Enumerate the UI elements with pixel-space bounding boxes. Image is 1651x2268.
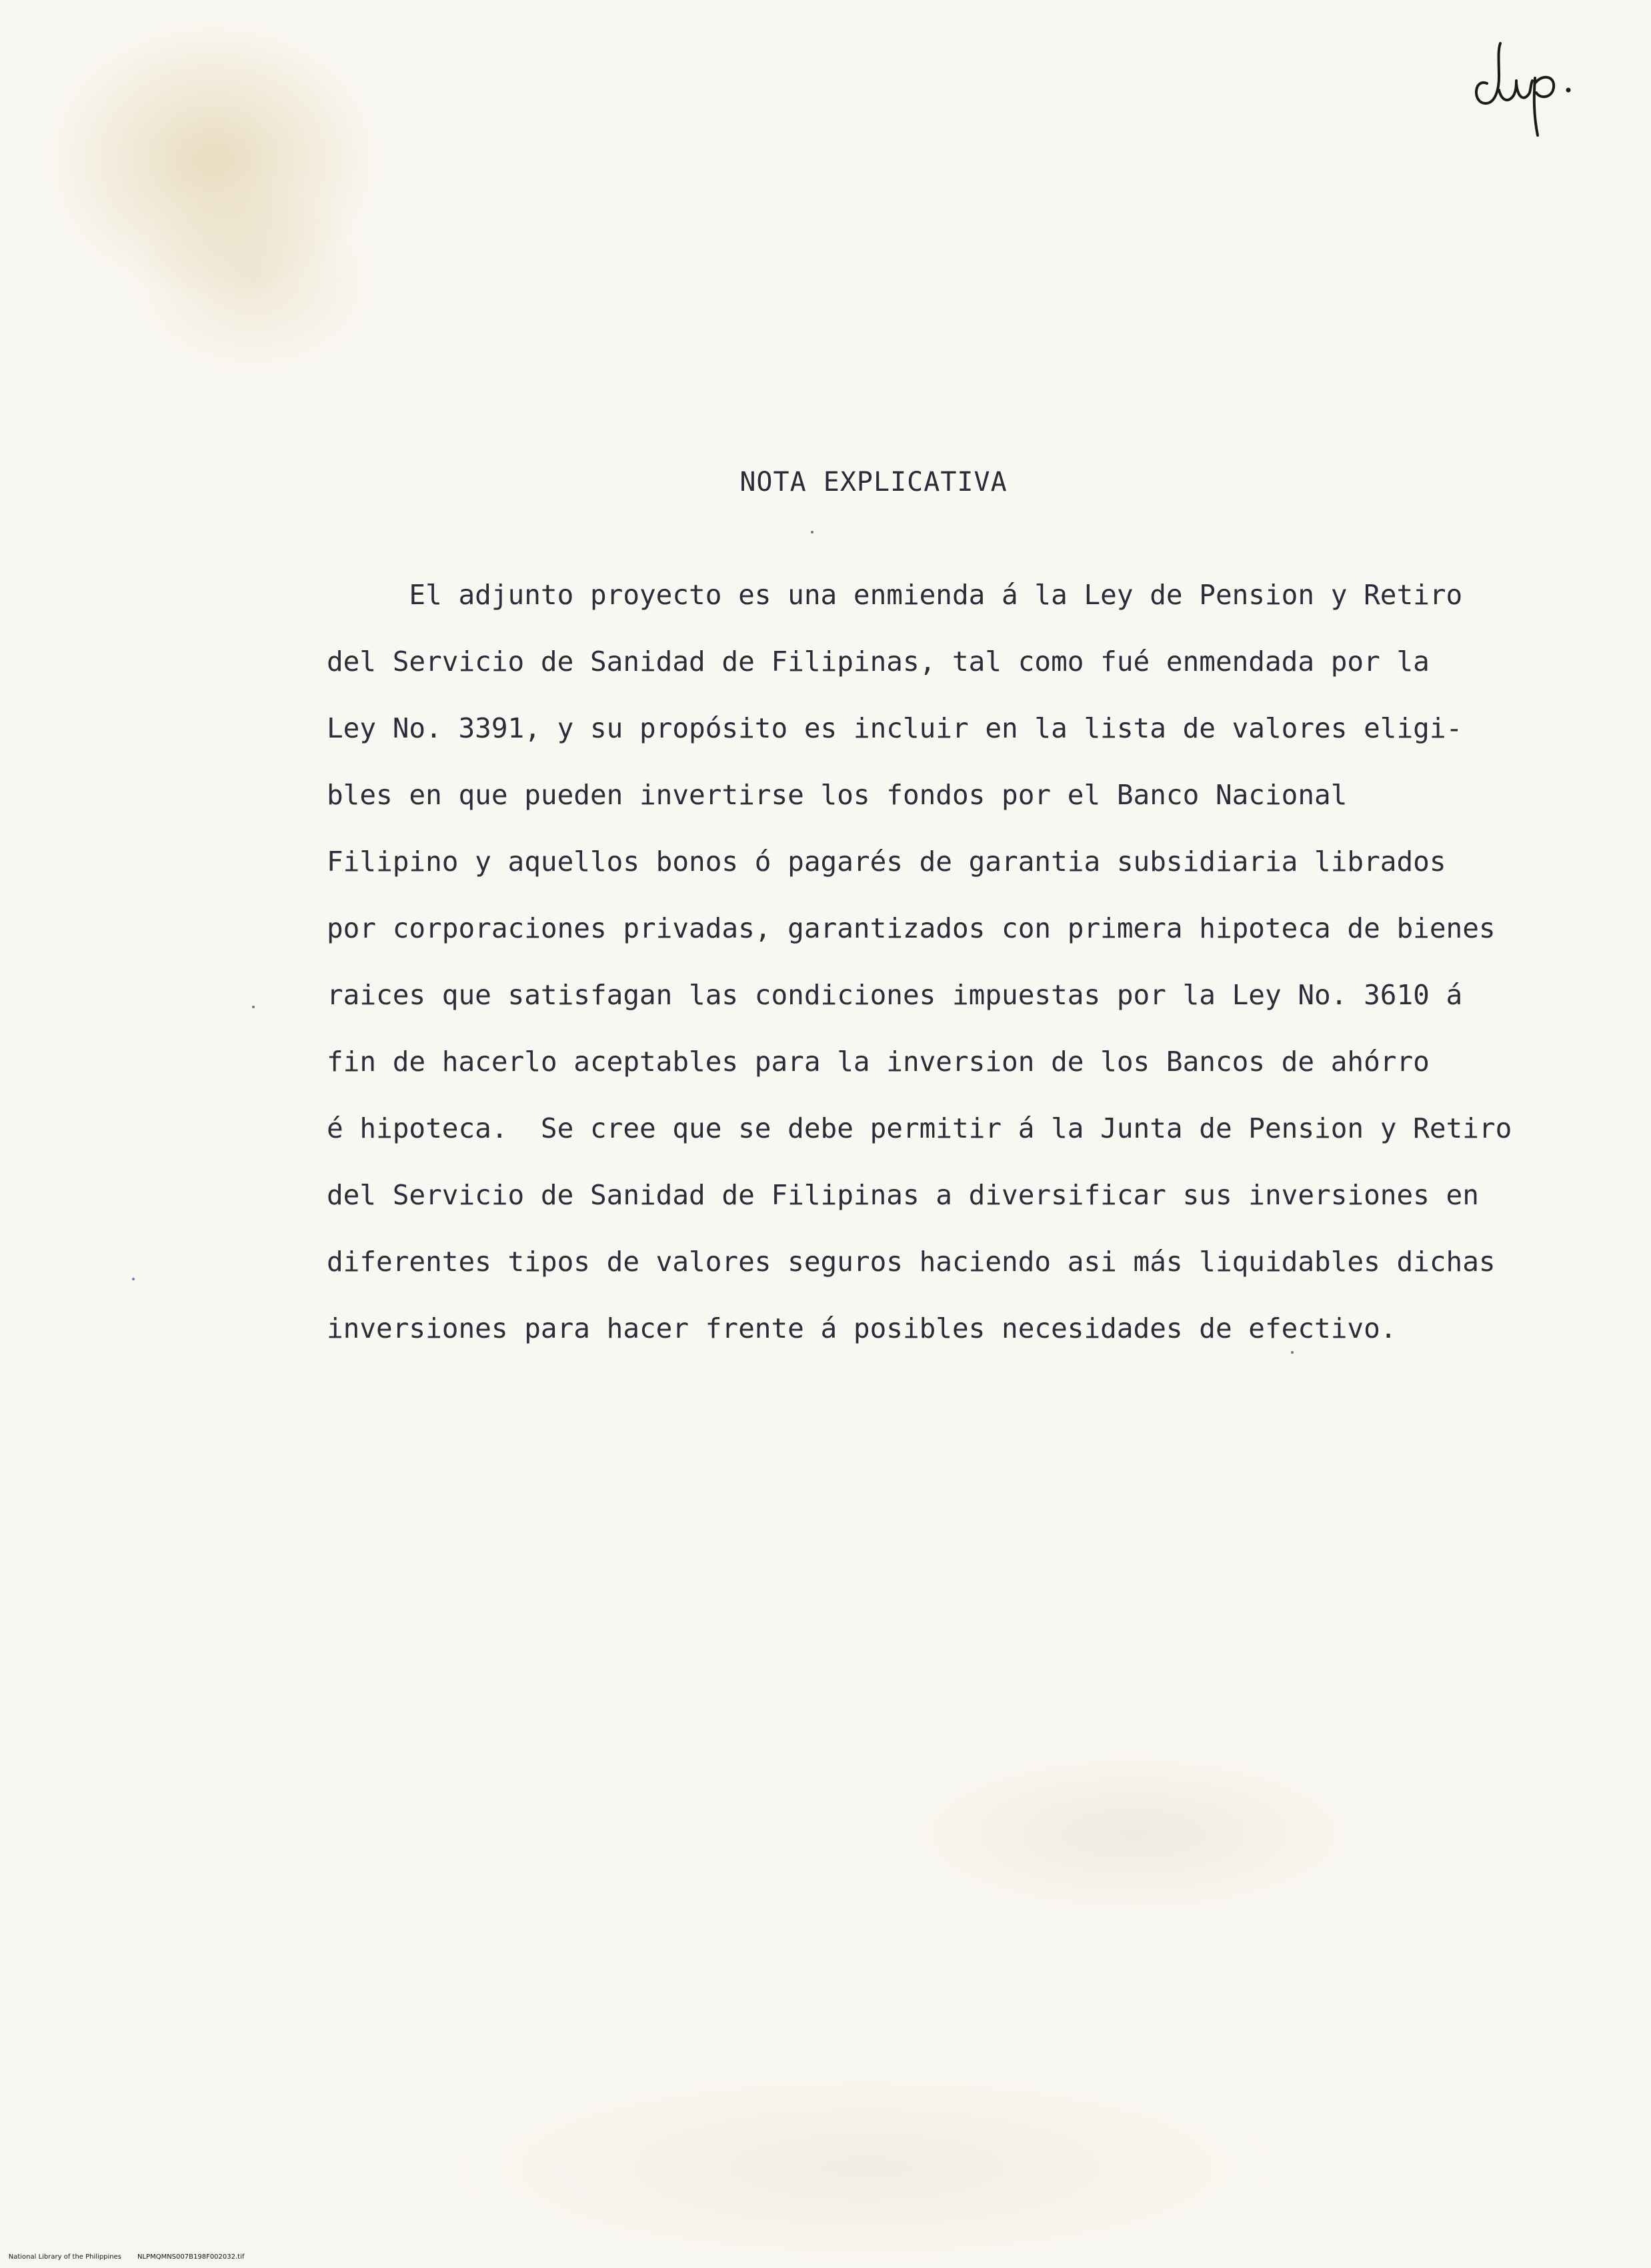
explanatory-note-body [327, 561, 1594, 1362]
text-line: El adjunto proyecto es una enmienda á la Ley de Pension y Retiro [327, 579, 1463, 611]
paper-speck [1291, 1351, 1294, 1354]
text-line: diferentes tipos de valores seguros haciendo asi más liquidables dichas [327, 1246, 1496, 1278]
text-line: del Servicio de Sanidad de Filipinas a diversificar sus inversiones en [327, 1179, 1479, 1211]
text-line: del Servicio de Sanidad de Filipinas, tal como fué enmendada por la [327, 646, 1430, 678]
paper-speck [252, 1006, 255, 1008]
text-line: bles en que pueden invertirse los fondos por el Banco Nacional [327, 779, 1348, 811]
text-line: Filipino y aquellos bonos ó pagarés de garantia subsidiaria librados [327, 846, 1446, 878]
text-line: por corporaciones privadas, garantizados con primera hipoteca de bienes [327, 912, 1496, 944]
text-line: raices que satisfagan las condiciones impuestas por la Ley No. 3610 á [327, 979, 1463, 1011]
text-line: inversiones para hacer frente á posibles necesidades de efectivo. [327, 1312, 1397, 1344]
paper-speck [132, 1278, 135, 1280]
footer-institution: National Library of the Philippines [8, 2253, 121, 2261]
text-line: fin de hacerlo aceptables para la inversion de los Bancos de ahórro [327, 1046, 1430, 1078]
handwritten-dup-signature [1467, 37, 1580, 137]
text-line: é hipoteca. Se cree que se debe permitir á la Junta de Pension y Retiro [327, 1112, 1512, 1144]
text-line: Ley No. 3391, y su propósito es incluir en la lista de valores eligi- [327, 712, 1463, 744]
paper-speck [811, 531, 813, 533]
page-title: NOTA EXPLICATIVA [739, 467, 1008, 497]
footer-file-id: NLPMQMNS007B198F002032.tif [137, 2253, 245, 2261]
archive-footer [0, 2246, 260, 2268]
handwritten-annotation [1467, 37, 1580, 137]
